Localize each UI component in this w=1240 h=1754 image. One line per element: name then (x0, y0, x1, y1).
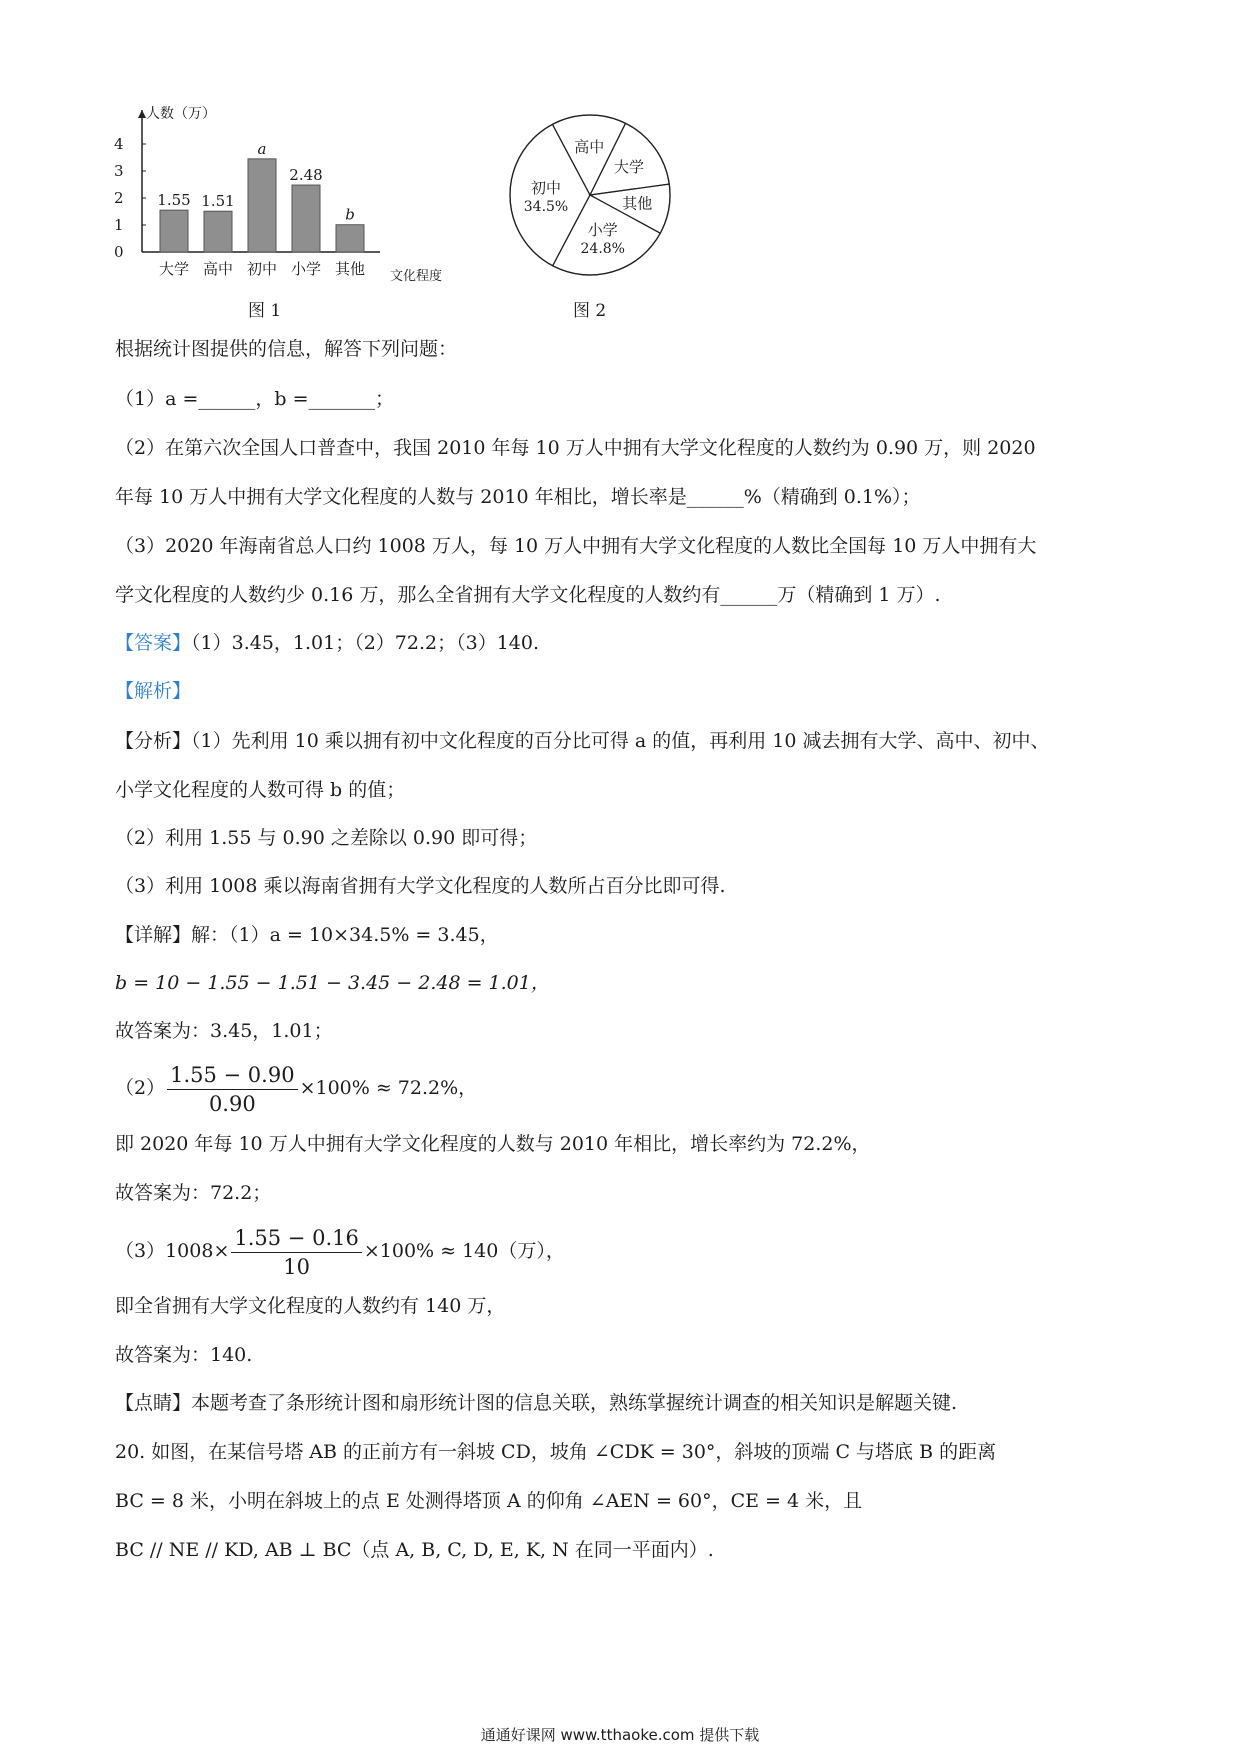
figure-1-caption: 图 1 (248, 301, 282, 321)
page-footer: 通通好课网 www.tthaoke.com 提供下载 (480, 1726, 760, 1744)
bar (160, 210, 188, 252)
bar-category-label: 高中 (202, 260, 234, 278)
bar-category-label: 其他 (334, 260, 366, 278)
bar (248, 159, 276, 252)
dianjing-tag: 【点睛】 (115, 1392, 192, 1414)
question-20-line-1: 20. 如图，在某信号塔 AB 的正前方有一斜坡 CD，坡角 ∠CDK = 30°，斜坡的顶端 C 与塔底 B 的距离 (115, 1441, 997, 1463)
pie-slice-label: 高中 (574, 138, 605, 157)
bar-chart-ylabel: 人数（万） (146, 106, 216, 122)
y-tick-label: 2 (114, 189, 124, 207)
bar-data-label: 2.48 (289, 166, 323, 185)
xiangjie-line-2: b = 10 − 1.55 − 1.51 − 3.45 − 2.48 = 1.01， (115, 972, 550, 994)
solution-2-formula (115, 1057, 477, 1119)
pie-slice-label: 小学 (587, 221, 618, 240)
question-2-line-2: 年每 10 万人中拥有大学文化程度的人数与 2010 年相比，增长率是______%（精确到 0.1%）； (115, 486, 921, 508)
sol2-denominator: 0.90 (208, 1091, 256, 1116)
question-2-line-1: （2）在第六次全国人口普查中，我国 2010 年每 10 万人中拥有大学文化程度的人数约为 0.90 万，则 2020 (115, 437, 1036, 459)
fenxi-line-1 (115, 728, 1050, 754)
question-3-line-2: 学文化程度的人数约少 0.16 万，那么全省拥有大学文化程度的人数约有______万（精确到 1 万）. (115, 584, 941, 606)
sol3-fraction (231, 1224, 361, 1281)
question-20-line-3: BC // NE // KD, AB ⊥ BC（点 A, B, C, D, E, K, N 在同一平面内）. (115, 1539, 714, 1561)
pie-slice-label: 其他 (622, 194, 653, 213)
bar (292, 185, 320, 252)
answer-line (115, 630, 539, 656)
bar-category-label: 初中 (246, 260, 278, 278)
question-20-line-2: BC = 8 米，小明在斜坡上的点 E 处测得塔顶 A 的仰角 ∠AEN = 60°，CE = 4 米，且 (115, 1490, 863, 1512)
pie-slice-percent: 34.5% (523, 199, 569, 216)
y-tick-label: 4 (114, 135, 124, 153)
pie-chart (505, 110, 675, 280)
answer-tag: 【答案】 (115, 632, 192, 654)
dianjing-text: 本题考查了条形统计图和扇形统计图的信息关联，熟练掌握统计调查的相关知识是解题关键. (191, 1392, 958, 1414)
xiangjie-tag: 【详解】 (115, 924, 192, 946)
sol3-denominator: 10 (283, 1254, 310, 1279)
dianjing-line (115, 1390, 957, 1416)
pie-slice-label: 初中 (530, 179, 562, 198)
y-tick-label: 3 (114, 162, 124, 180)
bar (336, 225, 364, 252)
bar-data-label: a (257, 139, 267, 158)
bar-data-label: 1.55 (157, 191, 191, 210)
sol2-suffix: ×100% ≈ 72.2%， (299, 1077, 478, 1099)
y-tick-label: 0 (114, 243, 124, 261)
question-1: （1）a =______，b =_______； (115, 388, 394, 410)
sol3-numerator: 1.55 − 0.16 (231, 1224, 361, 1253)
xiangjie-text-1: 解：（1）a = 10×34.5% = 3.45， (191, 924, 499, 946)
solution-2-line-2: 即 2020 年每 10 万人中拥有大学文化程度的人数与 2010 年相比，增长率约为 72.2%， (115, 1133, 871, 1155)
solution-3-line-2: 即全省拥有大学文化程度的人数约有 140 万， (115, 1295, 506, 1317)
fenxi-line-4: （3）利用 1008 乘以海南省拥有大学文化程度的人数所占百分比即可得. (115, 875, 726, 897)
y-tick-label: 1 (114, 216, 124, 234)
fenxi-line-3: （2）利用 1.55 与 0.90 之差除以 0.90 即可得； (115, 827, 538, 849)
solution-2-line-3: 故答案为：72.2； (115, 1182, 272, 1204)
fenxi-line-2: 小学文化程度的人数可得 b 的值； (115, 779, 406, 801)
pie-slice-label: 大学 (613, 157, 644, 176)
bar-chart (110, 100, 470, 290)
xiangjie-line-3: 故答案为：3.45，1.01； (115, 1020, 333, 1042)
answer-text: （1）3.45，1.01；（2）72.2；（3）140. (191, 632, 540, 654)
bar-category-label: 大学 (158, 260, 190, 278)
sol2-numerator: 1.55 − 0.90 (167, 1061, 297, 1090)
analysis-tag: 【解析】 (115, 680, 192, 702)
bar-data-label: b (345, 205, 355, 224)
analysis-line (115, 678, 191, 704)
solution-3-line-3: 故答案为：140. (115, 1344, 253, 1366)
sol2-prefix: （2） (115, 1077, 166, 1099)
bar-category-label: 小学 (290, 260, 322, 278)
y-axis-arrow (138, 110, 146, 118)
pie-slice-percent: 24.8% (580, 241, 625, 258)
sol3-suffix: ×100% ≈ 140（万）， (363, 1240, 565, 1262)
intro-text: 根据统计图提供的信息，解答下列问题： (115, 338, 458, 360)
fenxi-tag: 【分析】 (115, 730, 192, 752)
bar (204, 211, 232, 252)
solution-3-formula (115, 1220, 565, 1282)
question-3-line-1: （3）2020 年海南省总人口约 1008 万人，每 10 万人中拥有大学文化程度的人数比全国每 10 万人中拥有大 (115, 535, 1037, 557)
bar-data-label: 1.51 (201, 192, 235, 211)
fenxi-text-1: （1）先利用 10 乘以拥有初中文化程度的百分比可得 a 的值，再利用 10 减去拥有大学、高中、初中、 (191, 730, 1050, 752)
figure-2-caption: 图 2 (573, 301, 607, 321)
sol2-fraction (167, 1061, 297, 1118)
bar-chart-xlabel: 文化程度 (390, 269, 443, 284)
sol3-prefix: （3）1008× (115, 1240, 230, 1262)
xiangjie-line-1 (115, 922, 499, 948)
